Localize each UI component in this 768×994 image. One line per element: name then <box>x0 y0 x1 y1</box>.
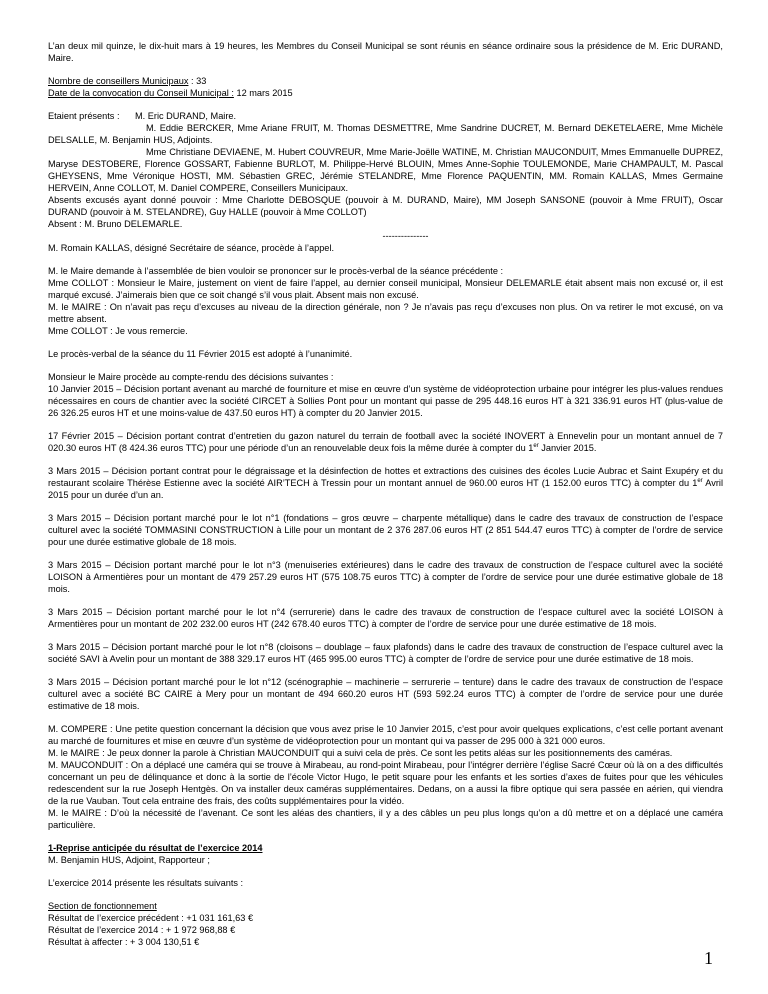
section-1-heading <box>48 842 723 866</box>
secretary: M. Romain KALLAS, désigné Secrétaire de séance, procède à l’appel. <box>48 243 335 253</box>
convocation-date-label: Date de la convocation du Conseil Municipal : <box>48 88 234 98</box>
meeting-meta <box>48 75 723 99</box>
decision-3: 3 Mars 2015 – Décision portant contrat pour le dégraissage et la désinfection de hottes et extractions des cuisines des écoles Lucie Aubrac et Saint Exupéry et du restaurant scolaire Thérèse Estienne avec la société AIR’TECH à Tressin pour un montant annuel de 960.00 euros HT (1 152.00 euros TTC) à compter du 1er Avril 2015 pour un durée d’un an. <box>48 466 723 500</box>
councillors-count-label: Nombre de conseillers Municipaux <box>48 76 189 86</box>
pv-line-1: M. le Maire demande à l’assemblée de bien vouloir se prononcer sur le procès-verbal de la séance précédente : <box>48 266 504 276</box>
decision-8: 3 Mars 2015 – Décision portant marché pour le lot n°12 (scénographie – machinerie – serrurerie – tenture) dans le cadre des travaux de construction de l’espace culturel avec a société BC CAIRE à Mery pour un montant de 494 660.20 euros HT (593 592.24 euros TTC) à compter de l’ordre de service pour une durée estimative de 18 mois. <box>48 677 723 711</box>
pv-line-4: Mme COLLOT : Je vous remercie. <box>48 326 188 336</box>
document-page <box>48 40 723 948</box>
presents-line-1: M. Eric DURAND, Maire. <box>135 111 237 121</box>
result-2014: Résultat de l’exercice 2014 : + 1 972 968,88 € <box>48 925 236 935</box>
pv-adopted: Le procès-verbal de la séance du 11 Février 2015 est adopté à l’unanimité. <box>48 349 353 359</box>
section-1-intro: L’exercice 2014 présente les résultats suivants : <box>48 878 244 888</box>
discussion-line-1: M. COMPERE : Une petite question concernant la décision que vous avez prise le 10 Janvier 2015, c’est pour avoir quelques explications, c’est celle portant avenant au marché de fournitures et mise en œuvre d’un système de vidéoprotection pour un montant qui va passer de 295 000 à 321 000 euros. <box>48 724 723 746</box>
convocation-date <box>48 87 723 99</box>
presents-mayor <box>48 110 723 122</box>
presents-label: Etaient présents : <box>48 111 120 121</box>
decision-4: 3 Mars 2015 – Décision portant marché pour le lot n°1 (fondations – gros œuvre – charpente métallique) dans le cadre des travaux de construction de l’espace culturel avec la société TOMMASINI CONSTRUCTION à Lille pour un montant de 2 376 287.06 euros HT (2 851 544.47 euros TTC) à compter de l’ordre de service pour une durée estimative globale de 18 mois. <box>48 513 723 547</box>
result-previous: Résultat de l’exercice précédent : +1 031 161,63 € <box>48 913 254 923</box>
absents-excuses: Absents excusés ayant donné pouvoir : Mme Charlotte DEBOSQUE (pouvoir à M. DURAND, Maire), MM Joseph SANSONE (pouvoir à Mme FRUIT), Oscar DURAND (pouvoir à M. STELANDRE), Guy HALLE (pouvoir à Mme COLLOT) <box>48 195 723 217</box>
decision-2: 17 Février 2015 – Décision portant contrat d’entretien du gazon naturel du terrain de football avec la société INOVERT à Ennevelin pour un montant annuel de 7 020.30 euros HT (8 424.36 euros TTC) pour une période d’un an renouvelable deux fois la même durée à compter du 1er Janvier 2015. <box>48 431 723 453</box>
councillors-count <box>48 75 723 87</box>
discussion-line-2: M. le MAIRE : Je peux donner la parole à Christian MAUCONDUIT qui a suivi cela de près. Ce sont les petits aléas sur les positionnements des caméras. <box>48 748 673 758</box>
discussion-line-3: M. MAUCONDUIT : On a déplacé une caméra qui se trouve à Mirabeau, au rond-point Mirabeau, pour l’intégrer derrière l’église Sacré Cœur où là on a des difficultés concernant un peu de délinquance et donc à la sortie de l’école Victor Hugo, le petit square pour les enfants et les sorties d’axes de fuites pour que les véhicules redescendent sur la rue Joseph Hentgès. On va installer deux caméras supplémentaires. Dedans, on a aussi la fibre optique qui sera passée en aérien, qui viendra de la rue Vauban. Tout cela entraine des frais, des coûts supplémentaires pour la vidéo. <box>48 760 723 806</box>
section-1-rapporteur: M. Benjamin HUS, Adjoint, Rapporteur ; <box>48 855 210 865</box>
decisions-intro: Monsieur le Maire procède au compte-rendu des décisions suivantes : <box>48 372 334 382</box>
pv-line-3: M. le MAIRE : On n’avait pas reçu d’excuses au niveau de la direction générale, non ? Je n’avais pas reçu d’excuses non plus. On va retirer le mot excusé, on va mettre absent. <box>48 302 723 324</box>
intro-paragraph: L’an deux mil quinze, le dix-huit mars à 19 heures, les Membres du Conseil Municipal se sont réunis en séance ordinaire sous la présidence de M. Eric DURAND, Maire. <box>48 41 723 63</box>
attendance-section <box>48 110 723 254</box>
page-number: 1 <box>704 948 713 968</box>
absent: Absent : M. Bruno DELEMARLE. <box>48 219 183 229</box>
councillors-count-value: : 33 <box>188 76 207 86</box>
section-fonctionnement-title: Section de fonctionnement <box>48 901 157 911</box>
result-to-allocate: Résultat à affecter : + 3 004 130,51 € <box>48 937 200 947</box>
pv-line-2: Mme COLLOT : Monsieur le Maire, justement on vient de faire l’appel, au dernier conseil municipal, Monsieur DELEMARLE était absent mais non excusé or, il est marqué excusé. J’aimerais bien que ce soit changé s’il vous plait. Absent mais non excusé. <box>48 278 723 300</box>
decision-5: 3 Mars 2015 – Décision portant marché pour le lot n°3 (menuiseries extérieures) dans le cadre des travaux de construction de l’espace culturel avec la société LOISON à Armentières pour un montant de 479 257.29 euros HT (575 108.75 euros TTC) à compter de l’ordre de service pour une durée estimative globale de 18 mois. <box>48 560 723 594</box>
decision-6: 3 Mars 2015 – Décision portant marché pour le lot n°4 (serrurerie) dans le cadre des travaux de construction de l’espace culturel avec la société LOISON à Armentières pour un montant de 202 232.00 euros HT (242 678.40 euros TTC) à compter de l’ordre de service pour une durée estimative de 18 mois. <box>48 607 723 629</box>
presents-line-2: M. Eddie BERCKER, Mme Ariane FRUIT, M. Thomas DESMETTRE, Mme Sandrine DUCRET, M. Bernard DEKETELAERE, Mme Michèle DELSALLE, M. Benjamin HUS, Adjoints. <box>48 123 723 145</box>
separator: --------------- <box>382 231 429 241</box>
section-1-title: 1-Reprise anticipée du résultat de l’exercice 2014 <box>48 843 263 853</box>
section-fonctionnement <box>48 900 723 948</box>
discussion-line-4: M. le MAIRE : D’où la nécessité de l’avenant. Ce sont les aléas des chantiers, il y a des câbles un peu plus longs qu’on a dû mettre et on a déplacé une caméra particulière. <box>48 808 723 830</box>
decision-7: 3 Mars 2015 – Décision portant marché pour le lot n°8 (cloisons – doublage – faux plafonds) dans le cadre des travaux de construction de l’espace culturel avec la société SAVI à Avelin pour un montant de 388 329.17 euros HT (465 995.00 euros TTC) à compter de l’ordre de service pour une durée estimative de 18 mois. <box>48 642 723 664</box>
videoprotection-discussion <box>48 723 723 831</box>
decision-1: 10 Janvier 2015 – Décision portant avenant au marché de fourniture et mise en œuvre d’un système de vidéoprotection urbaine pour intégrer les plus-values rendues nécessaires en cours de chantier avec la société CIRCET à Sollies Pont pour un montant qui passe de 295 448.16 euros HT à 321 336.91 euros HT (plus-value de 26 326.25 euros HT et une moins-value de 437.50 euros HT) à compter du 20 Janvier 2015. <box>48 384 723 418</box>
presents-line-3: Mme Christiane DEVIAENE, M. Hubert COUVREUR, Mme Marie-Joëlle WATINE, M. Christian MAUCONDUIT, Mmes Emmanuelle DUPREZ, Maryse DESTOBERE, Florence GOSSART, Fabienne BURLOT, M. Philippe-Hervé BLOUIN, Mmes Anne-Sophie TOULEMONDE, Marie CHAMPAULT, M. Pascal GHEYSENS, Mme Véronique HOSTI, MM. Sébastien GREC, Jérémie STELANDRE, Mme Florence PAQUENTIN, MM. Romain KALLAS, Mmes Germaine HERVEIN, Anne COLLOT, M. Daniel COMPERE, Conseillers Municipaux. <box>48 147 723 193</box>
minutes-approval-discussion <box>48 265 723 337</box>
decisions-block-1 <box>48 371 723 419</box>
convocation-date-value: 12 mars 2015 <box>233 88 293 98</box>
